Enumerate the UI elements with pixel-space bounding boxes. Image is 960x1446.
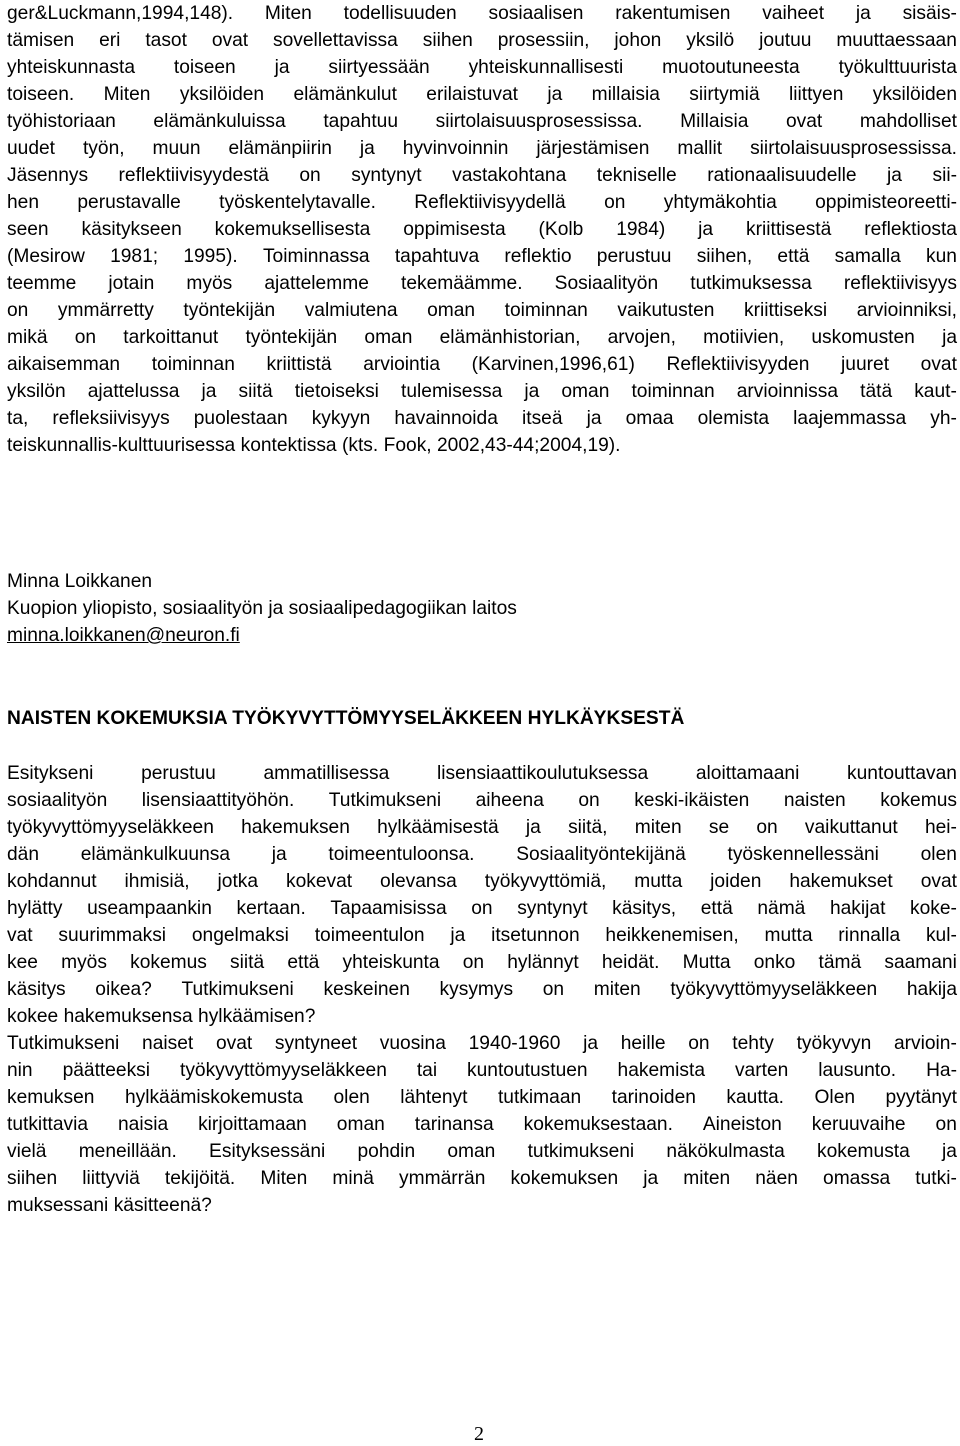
- text-line: toiseen. Miten yksilöiden elämänkulut erilaistuvat ja millaisia siirtymiä liittyen yksilöiden: [7, 84, 957, 105]
- text-line: Esitykseni perustuu ammatillisessa lisensiaattikoulutuksessa aloittamaani kuntouttavan: [7, 763, 957, 784]
- text-line: ta, refleksiivisyys puolestaan kykyyn havainnoida itseä ja omaa olemista laajemmassa yh-: [7, 408, 957, 429]
- text-line: dän elämänkulkuunsa ja toimeentuloonsa. Sosiaalityöntekijänä työskennellessäni olen: [7, 844, 957, 865]
- text-line: kemuksen hylkäämiskokemusta olen lähtenyt tutkimaan tarinoiden kautta. Olen pyytänyt: [7, 1087, 957, 1108]
- text-line: käsitys oikea? Tutkimukseni keskeinen kysymys on miten työkyvyttömyyseläkkeen hakija: [7, 979, 957, 1000]
- body-paragraph-2: [7, 1030, 957, 1219]
- text-line: aikaisemman toiminnan kriittistä arviointia (Karvinen,1996,61) Reflektiivisyyden juuret ovat: [7, 354, 957, 375]
- intro-paragraph: [7, 0, 957, 459]
- text-line: työkyvyttömyyseläkkeen hakemuksen hylkäämisestä ja siitä, miten se on vaikuttanut hei-: [7, 817, 957, 838]
- text-line: yksilön ajattelussa ja siitä tietoiseksi tulemisessa ja oman toiminnan arvioinnissa tätä kaut-: [7, 381, 957, 402]
- text-line: kokee hakemuksensa hylkäämisen?: [7, 1006, 316, 1027]
- text-line: teiskunnallis-kulttuurisessa kontektissa (kts. Fook, 2002,43-44;2004,19).: [7, 435, 621, 456]
- text-line: vat suurimmaksi ongelmaksi toimeentulon ja itsetunnon heikkenemisen, mutta rinnalla kul-: [7, 925, 957, 946]
- text-line: nin päätteeksi työkyvyttömyyseläkkeen tai kuntoutustuen hakemista varten lausunto. Ha-: [7, 1060, 957, 1081]
- text-line: siihen liittyviä tekijöitä. Miten minä ymmärrän kokemuksen ja miten näen omassa tutki-: [7, 1168, 957, 1189]
- page-number: 2: [474, 1423, 484, 1445]
- text-line: ger&Luckmann,1994,148). Miten todellisuuden sosiaalisen rakentumisen vaiheet ja sisäis-: [7, 3, 957, 24]
- text-line: teemme jotain myös ajattelemme tekemäämme. Sosiaalityön tutkimuksessa reflektiivisyys: [7, 273, 957, 294]
- text-line: kohdannut ihmisiä, jotka kokevat olevansa työkyvyttömiä, mutta joiden hakemukset ovat: [7, 871, 957, 892]
- text-line: Jäsennys reflektiivisyydestä on syntynyt vastakohtana tekniselle rationaalisuudelle ja sii-: [7, 165, 957, 186]
- text-line: vielä meneillään. Esityksessäni pohdin oman tutkimukseni näkökulmasta kokemusta ja: [7, 1141, 957, 1162]
- text-line: mikä on tarkoittanut työntekijän oman elämänhistorian, arvojen, motiivien, uskomusten ja: [7, 327, 957, 348]
- text-line: seen käsitykseen kokemuksellisesta oppimisesta (Kolb 1984) ja kriittisestä reflektiosta: [7, 219, 957, 240]
- text-line: Tutkimukseni naiset ovat syntyneet vuosina 1940-1960 ja heille on tehty työkyvyn arvioin-: [7, 1033, 957, 1054]
- text-line: kee myös kokemus siitä että yhteiskunta on hylännyt heidät. Mutta onko tämä saamani: [7, 952, 957, 973]
- text-line: (Mesirow 1981; 1995). Toiminnassa tapahtuva reflektio perustuu siihen, että samalla kun: [7, 246, 957, 267]
- text-line: tämisen eri tasot ovat sovellettavissa siihen prosessiin, johon yksilö joutuu muuttaessaan: [7, 30, 957, 51]
- article-title: NAISTEN KOKEMUKSIA TYÖKYVYTTÖMYYSELÄKKEEN HYLKÄYKSESTÄ: [7, 708, 685, 729]
- text-line: hylätty useampaankin kertaan. Tapaamisissa on syntynyt käsitys, että nämä hakijat koke-: [7, 898, 957, 919]
- text-line: hen perustavalle työskentelytavalle. Reflektiivisyydellä on yhtymäkohtia oppimisteoreetti-: [7, 192, 957, 213]
- author-email-link[interactable]: minna.loikkanen@neuron.fi: [7, 625, 240, 646]
- author-affiliation: Kuopion yliopisto, sosiaalityön ja sosiaalipedagogiikan laitos: [7, 598, 517, 619]
- text-line: tutkittavia naisia kirjoittamaan oman tarinansa kokemuksestaan. Aineiston keruuvaihe on: [7, 1114, 957, 1135]
- author-name: Minna Loikkanen: [7, 571, 153, 592]
- text-line: työhistoriaan elämänkuluissa tapahtuu siirtolaisuusprosessissa. Millaisia ovat mahdolliset: [7, 111, 957, 132]
- text-line: on ymmärretty työntekijän valmiutena oman toiminnan vaikutusten kriittiseksi arvioinniksi,: [7, 300, 957, 321]
- body-paragraph-1: [7, 760, 957, 1030]
- text-line: yhteiskunnasta toiseen ja siirtyessään yhteiskunnallisesti muotoutuneesta työkulttuurista: [7, 57, 957, 78]
- text-line: sosiaalityön lisensiaattityöhön. Tutkimukseni aiheena on keski-ikäisten naisten kokemus: [7, 790, 957, 811]
- text-line: uudet työn, muun elämänpiirin ja hyvinvoinnin järjestämisen mallit siirtolaisuusprosessissa.: [7, 138, 957, 159]
- text-line: muksessani käsitteenä?: [7, 1195, 212, 1216]
